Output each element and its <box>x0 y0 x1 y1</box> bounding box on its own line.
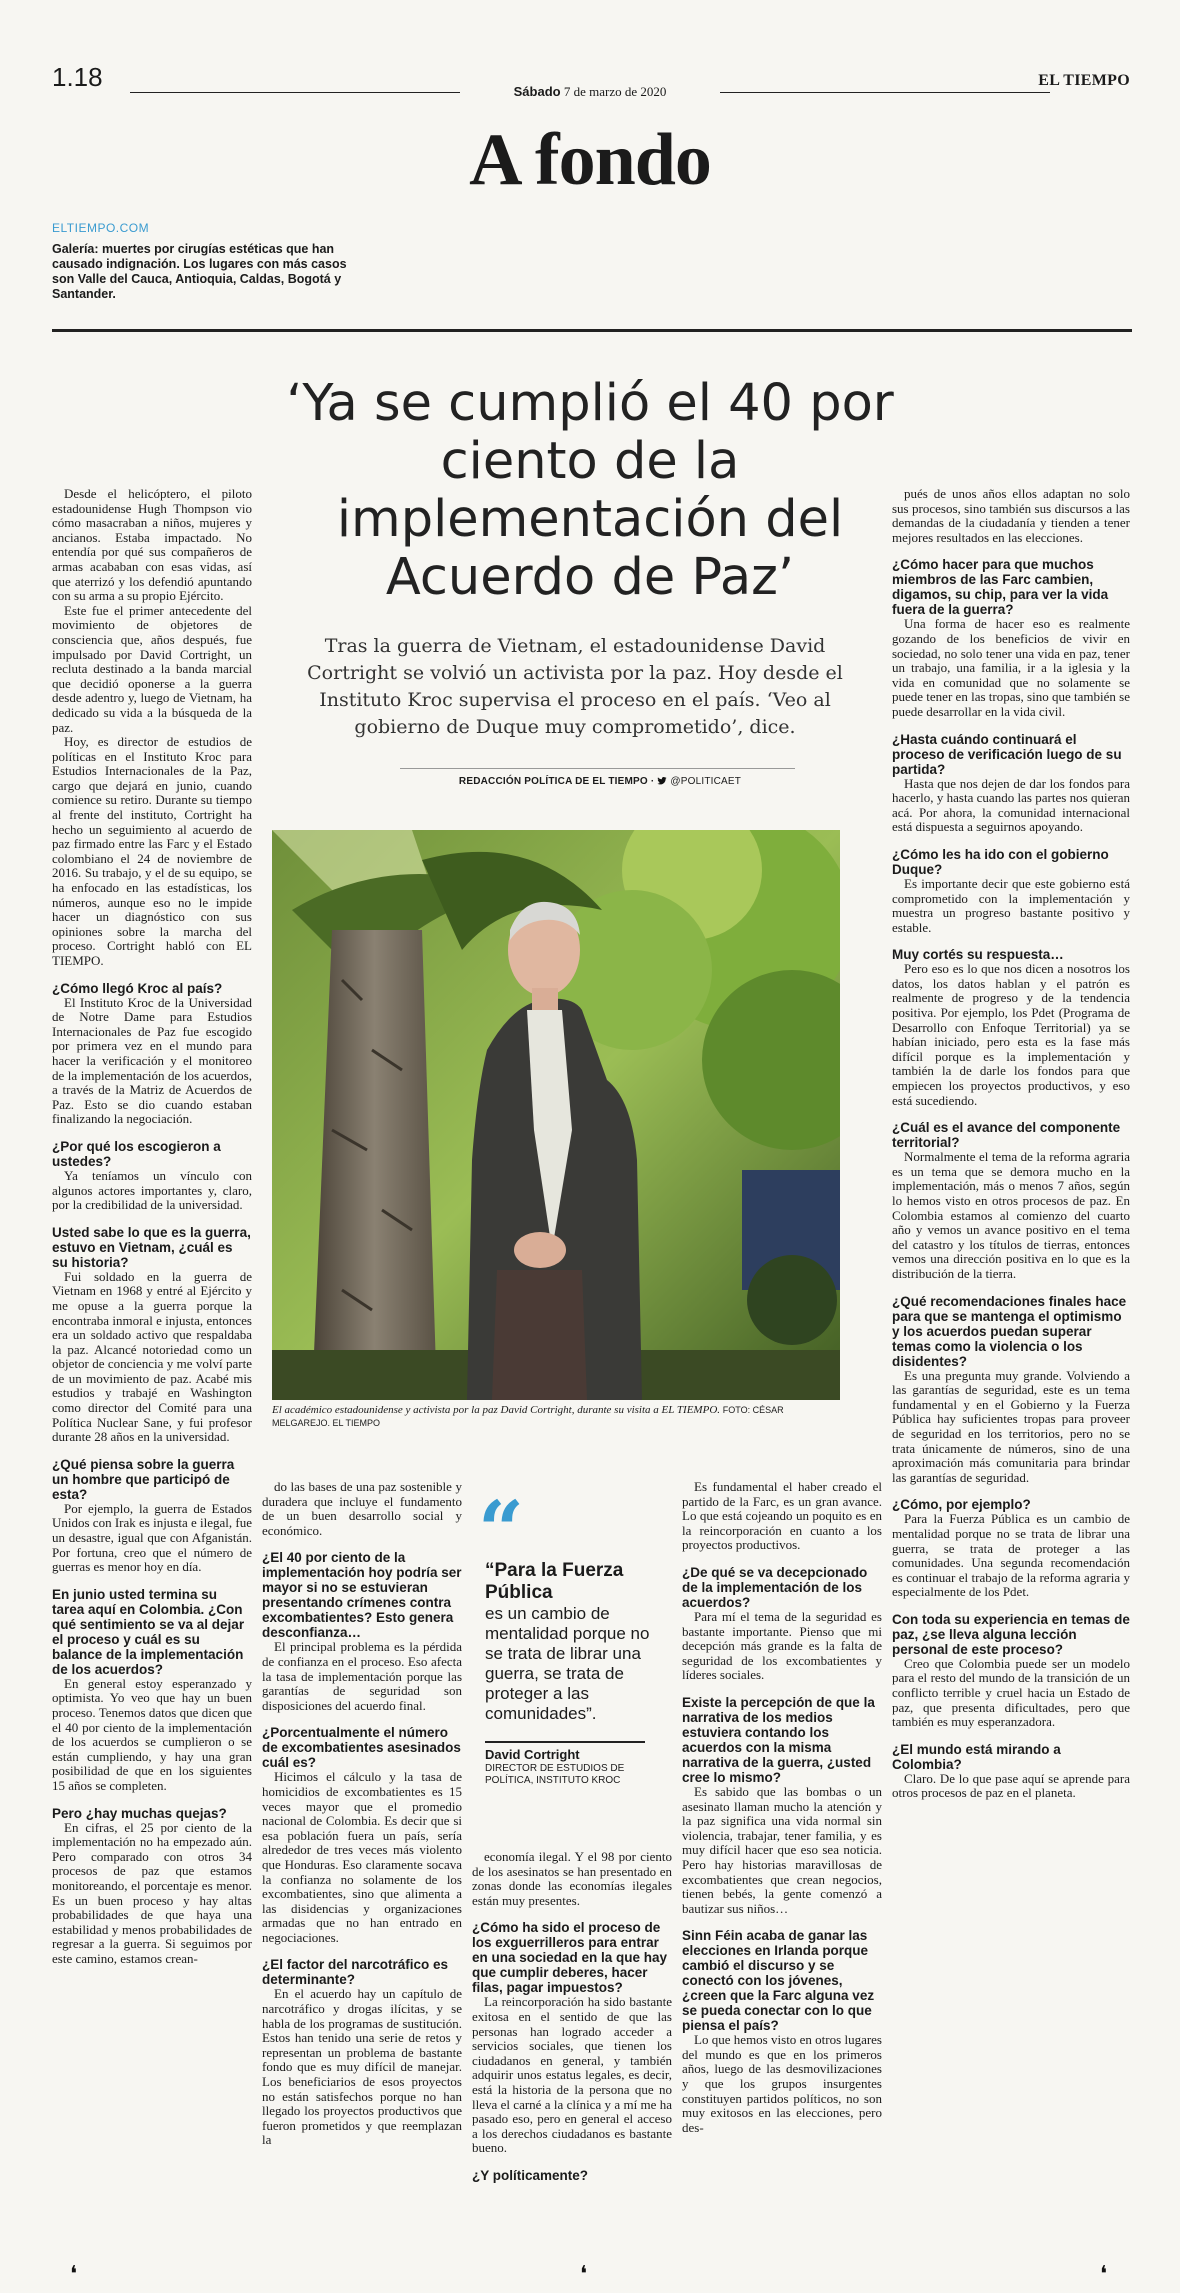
lede: Tras la guerra de Vietnam, el estadounidense David Cortright se volvió un activista por la paz. Hoy desde el Instituto Kroc supervisa el proceso en el país. ‘Veo al gobierno de Duque muy comprometido’, dice. <box>307 635 843 738</box>
interview-question: En junio usted termina su tarea aquí en Colombia. ¿Con qué sentimiento se va al dejar el proceso y cuál es su balance de la implementación de los acuerdos? <box>52 1586 245 1677</box>
interview-question: ¿Y políticamente? <box>472 2167 589 2183</box>
pull-quote-role: DIRECTOR DE ESTUDIOS DE POLÍTICA, INSTITUTO KROC <box>485 1763 625 1786</box>
body-paragraph: Es importante decir que este gobierno está comprometido con la implementación y muestra un progreso bastante positivo y estable. <box>892 875 1130 935</box>
photo-credit: FOTO: CÉSAR MELGAREJO. EL TIEMPO <box>272 1405 784 1428</box>
byline-author: REDACCIÓN POLÍTICA DE EL TIEMPO · <box>458 776 655 787</box>
body-paragraph: En general estoy esperanzado y optimista. Yo veo que hay un buen proceso. Tenemos datos que dicen que el 40 por ciento de la implementación de los acuerdos se cumplieron o se están cumpliendo, y hay una gran posibilidad de que en los siguientes 15 años se completen. <box>52 1675 252 1793</box>
quote-mark-icon: “ <box>478 1483 525 1577</box>
article-column-5 <box>892 487 1130 1801</box>
section-title: A fondo <box>469 119 711 201</box>
body-paragraph: Fui soldado en la guerra de Vietnam en 1968 y entré al Ejército y me opuse a la guerra porque la encontraba inmoral e injusta, entonces era un soldado activo que respaldaba la paz. Alcancé notoriedad como un objetor de conciencia y me volví parte de un movimiento de paz. Acabé mis estudios y trabajé en Washington como director del Comité para una Política Nuclear Sane, y fui profesor durante 28 años en la universidad. <box>52 1268 252 1445</box>
page-number: 1.18 <box>52 62 103 92</box>
pull-quote-text: es un cambio de mentalidad porque no se trata de librar una guerra, se trata de proteger a las comunidades”. <box>485 1604 650 1723</box>
article-column-1 <box>52 487 252 1967</box>
body-paragraph: La reincorporación ha sido bastante exitosa en el sentido de que las personas han logrado acceder a servicios sociales, que tienen los ciudadanos en general, y también adquirir unos estatus legales, es decir, está la historia de la persona que no lleva el carné a la clínica y a mí me ha pasado eso, pero en general el acceso a los derechos ciudadanos es bastante bueno. <box>472 1994 672 2156</box>
photo-caption <box>272 1404 840 1430</box>
body-paragraph: Para la Fuerza Pública es un cambio de mentalidad porque no se trata de librar una guerra, se trata de proteger a las comunidades. Una segunda recomendación es continuar el trabajo de la reforma agraria y especialmente de los Pdet. <box>892 1511 1130 1600</box>
pull-quote-author: David Cortright <box>485 1747 580 1762</box>
interview-question: Muy cortés su respuesta… <box>892 947 1064 963</box>
body-paragraph: Normalmente el tema de la reforma agraria es un tema que se demora mucho en la implementación, más o menos 7 años, según lo hemos visto en otros procesos de paz. En Colombia estamos al comienzo del cuarto año y vemos un avance positivo en el tema del catastro y los títulos de tierras, entonces vemos una dirección positiva en lo que es la distribución de la tierra. <box>892 1149 1130 1281</box>
article-column-3 <box>472 1850 672 2183</box>
body-paragraph: Claro. De lo que pase aquí se aprende para otros procesos de paz en el planeta. <box>892 1770 1130 1801</box>
article-column-4 <box>682 1480 882 2135</box>
interview-question: Sinn Féin acaba de ganar las elecciones en Irlanda porque cambió el discurso y se conectó con los jóvenes, ¿creen que la Farc alguna vez se pueda conectar con lo que piensa el país? <box>682 1928 875 2034</box>
interview-question: Pero ¿hay muchas quejas? <box>52 1805 227 1821</box>
interview-question: ¿Porcentualmente el número de excombatientes asesinados cuál es? <box>262 1725 461 1771</box>
pull-quote <box>485 1560 655 1724</box>
interview-question: ¿Cómo llegó Kroc al país? <box>52 980 223 996</box>
body-paragraph: Para mí el tema de la seguridad es bastante importante. Pienso que mi decepción más grande es la falta de seguridad de los excombatientes y líderes sociales. <box>682 1608 882 1683</box>
interview-question: ¿Qué recomendaciones finales hace para que se mantenga el optimismo y los acuerdos puedan superar temas como la violencia o los disidentes? <box>892 1293 1127 1369</box>
interview-question: Con toda su experiencia en temas de paz, ¿se lleva alguna lección personal de este proceso? <box>892 1611 1130 1657</box>
interview-question: ¿El 40 por ciento de la implementación hoy podría ser mayor si no se estuvieran presentando crímenes contra excombatientes? Esto genera desconfianza… <box>262 1550 462 1641</box>
body-paragraph: Lo que hemos visto en otros lugares del mundo es que en los primeros años, luego de las desmovilizaciones y que los grupos insurgentes constituyen partidos políticos, no son muy exitosos en las elecciones, pero des- <box>682 2032 882 2135</box>
caption-text: El académico estadounidense y activista por la paz David Cortright, durante su visita a EL TIEMPO. <box>272 1404 721 1416</box>
body-paragraph: Creo que Colombia puede ser un modelo para el resto del mundo de la transición de un conflicto terrible y cruel hacia un Estado de paz, que presenta dificultades, pero que también es muy esperanzadora. <box>892 1655 1130 1730</box>
interview-question: ¿Cómo ha sido el proceso de los exguerrilleros para entrar en una sociedad en la que hay que cumplir deberes, hacer filas, pagar impuestos? <box>472 1920 668 1996</box>
body-paragraph: Es fundamental el haber creado el partido de la Farc, es un gran avance. Lo que está cojeando un poquito es en la reincorporación en cuanto a los proyectos productivos. <box>682 1479 882 1553</box>
top-divider <box>52 329 1132 332</box>
date-rest: 7 de marzo de 2020 <box>560 84 667 99</box>
byline-twitter[interactable]: @POLITICAET <box>670 776 742 787</box>
interview-question: ¿Cómo hacer para que muchos miembros de las Farc cambien, digamos, su chip, para ver la vida fuera de la guerra? <box>892 557 1109 618</box>
headline: ‘Ya se cumplió el 40 por ciento de la implementación del Acuerdo de Paz’ <box>286 374 894 607</box>
body-paragraph: Es una pregunta muy grande. Volviendo a las garantías de seguridad, este es un tema fundamental y en el Gobierno y la Fuerza Pública hay suficientes tropas para proveer de seguridad en los territorios, pero no se trata únicamente de números, sino de una aproximación más comunitaria para brindar las garantías de seguridad. <box>892 1367 1130 1485</box>
body-paragraph: Hasta que nos dejen de dar los fondos para hacerlo, y hasta cuando las partes nos quieran acá. Por ahora, la comunidad internacional está dispuesta a seguirnos apoyando. <box>892 775 1130 835</box>
body-paragraph: Hicimos el cálculo y la tasa de homicidios de excombatientes es 15 veces mayor que el promedio nacional de Colombia. Es decir que si esa población fuera un país, sería alrededor de tres veces más violento que Honduras. Eso claramente socava la confianza no solamente de los excombatientes, sino que alimenta a las disidencias y organizaciones armadas que no han entrado en negociaciones. <box>262 1769 462 1945</box>
interview-question: ¿Qué piensa sobre la guerra un hombre que participó de esta? <box>52 1456 235 1502</box>
print-mark: ❛ <box>1100 2262 1108 2287</box>
brand-logo[interactable]: EL TIEMPO <box>1038 72 1130 89</box>
body-paragraph: pués de unos años ellos adaptan no solo sus procesos, sino también sus discursos a las demandas de la ciudadanía y tienden a tener mejores resultados en las elecciones. <box>892 486 1130 545</box>
article-column-2 <box>262 1480 462 2148</box>
body-paragraph: Desde el helicóptero, el piloto estadounidense Hugh Thompson vio cómo masacraban a niños, mujeres y ancianos. Estaba impactado. No entendía por qué sus compañeros de armas acababan con esas vidas, así que aterrizó y los defendió apuntando con su arma a su propio Ejército. <box>52 486 252 604</box>
date-day: Sábado <box>513 84 561 99</box>
interview-question: ¿De qué se va decepcionado de la implementación de los acuerdos? <box>682 1564 868 1610</box>
body-paragraph: Hoy, es director de estudios de políticas en el Instituto Kroc para Estudios Internacionales de la Paz, cargo que dejará en junio, cuando comience su retiro. Durante su tiempo al frente del instituto, Cortright ha hecho un seguimiento al acuerdo de paz firmado entre las Farc y el Estado colombiano el 24 de noviembre de 2016. Su trabajo, y el de su equipo, se ha enfocado en las estadísticas, los números, aunque eso no le impide hacer un diagnóstico con sus opiniones sobre la marcha del proceso. Cortright habló con EL TIEMPO. <box>52 734 252 968</box>
interview-question: ¿Cómo, por ejemplo? <box>892 1497 1031 1513</box>
interview-question: ¿El mundo está mirando a Colombia? <box>892 1741 1061 1772</box>
header-rule-right <box>720 92 1050 93</box>
body-paragraph: Por ejemplo, la guerra de Estados Unidos con Irak es injusta e ilegal, fue un desastre, igual que con Afganistán. Por fortuna, creo que el número de guerras es menor hoy en día. <box>52 1500 252 1575</box>
gallery-promo: Galería: muertes por cirugías estéticas que han causado indignación. Los lugares con más casos son Valle del Cauca, Antioquia, Caldas, Bogotá y Santander. <box>52 242 347 301</box>
interview-question: ¿Por qué los escogieron a ustedes? <box>52 1138 221 1169</box>
interview-question: ¿Cómo les ha ido con el gobierno Duque? <box>892 846 1109 877</box>
body-paragraph: economía ilegal. Y el 98 por ciento de los asesinatos se han presentado en zonas donde las economías ilegales están muy presentes. <box>472 1849 672 1908</box>
body-paragraph: En el acuerdo hay un capítulo de narcotráfico y drogas ilícitas, y se habla de los programas de sustitución. Estos han tenido una serie de retos y representan un problema de bastante fondo que es muy difícil de manejar. Los beneficiarios de esos proyectos no están satisfechos porque no han llegado los proyectos productivos que fueron prometidos y que reemplazan la <box>262 1986 462 2148</box>
interview-question: ¿Hasta cuándo continuará el proceso de verificación luego de su partida? <box>892 731 1122 777</box>
portrait-photo <box>272 830 840 1400</box>
photo-illustration <box>272 830 840 1400</box>
interview-question: Existe la percepción de que la narrativa de los medios estuviera contando los acuerdos con la misma narrativa de la guerra, ¿usted cree lo mismo? <box>682 1694 875 1785</box>
body-paragraph: Es sabido que las bombas o un asesinato llaman mucho la atención y la paz significa una vida normal sin violencia, trabajar, tener familia, y es muy difícil hacer que eso sea noticia. Pero hay historias maravillosas de excombatientes que crean negocios, tienen bebés, la gente comenzó a bautizar sus niños… <box>682 1783 882 1916</box>
interview-question: ¿El factor del narcotráfico es determinante? <box>262 1957 449 1988</box>
body-paragraph: Una forma de hacer eso es realmente gozando de los beneficios de vivir en sociedad, no solo tener una vida en paz, tener un trabajo, una familia, ir a la iglesia y la vida en comunidad que no solamente se puede tener en las tropas, sino que también se puede desarrollar en la vida civil. <box>892 616 1130 719</box>
byline <box>390 776 810 787</box>
pull-quote-lead: “Para la Fuerza Pública <box>485 1560 624 1603</box>
pull-quote-rule <box>485 1741 645 1743</box>
twitter-icon <box>657 776 667 786</box>
body-paragraph: Ya teníamos un vínculo con algunos actores importantes y, claro, por la credibilidad de la universidad. <box>52 1167 252 1213</box>
body-paragraph: Pero eso es lo que nos dicen a nosotros los datos, los datos hablan y el patrón es realmente de progreso y de la tendencia positiva. Por ejemplo, los Pdet (Programa de Desarrollo con Enfoque Territorial) ya se habían iniciado, pero esta es la fase más difícil porque es la implementación y también la de darle los fondos para que empiecen los proyectos productivos, y eso está sucediendo. <box>892 961 1130 1108</box>
byline-rule <box>400 768 795 769</box>
print-mark: ❛ <box>580 2262 588 2287</box>
interview-question: ¿Cuál es el avance del componente territorial? <box>892 1120 1121 1151</box>
body-paragraph: En cifras, el 25 por ciento de la implementación no ha empezado aún. Pero comparado con otros 34 procesos de paz que estamos monitoreando, el porcentaje es menor. Es un buen proceso y hay altas probabilidades de que haya una estabilidad y menos probabilidades de regresar a la guerra. Si seguimos por este camino, estamos crean- <box>52 1819 252 1966</box>
web-link[interactable]: ELTIEMPO.COM <box>52 221 150 235</box>
body-paragraph: Este fue el primer antecedente del movimiento de objetores de consciencia que, años después, fue impulsado por David Cortright, un recluta destinado a la banda marcial que decidió oponerse a la guerra desde adentro y, luego de Vietnam, ha dedicado su vida a la búsqueda de la paz. <box>52 602 252 735</box>
interview-question: Usted sabe lo que es la guerra, estuvo en Vietnam, ¿cuál es su historia? <box>52 1224 251 1270</box>
body-paragraph: El Instituto Kroc de la Universidad de Notre Dame para Estudios Internacionales de Paz fue escogido por primera vez en el mundo para hacer la verificación y el monitoreo de la implementación de los acuerdos, a través de la Matriz de Acuerdos de Paz. Esto se dio cuando estaban finalizando la negociación. <box>52 994 252 1127</box>
body-paragraph: do las bases de una paz sostenible y duradera que incluye el fundamento de un buen desarrollo social y económico. <box>262 1479 462 1538</box>
body-paragraph: El principal problema es la pérdida de confianza en el proceso. Eso afecta la tasa de implementación porque las garantías de seguridad son disposiciones del acuerdo final. <box>262 1639 462 1713</box>
print-mark: ❛ <box>70 2262 78 2287</box>
